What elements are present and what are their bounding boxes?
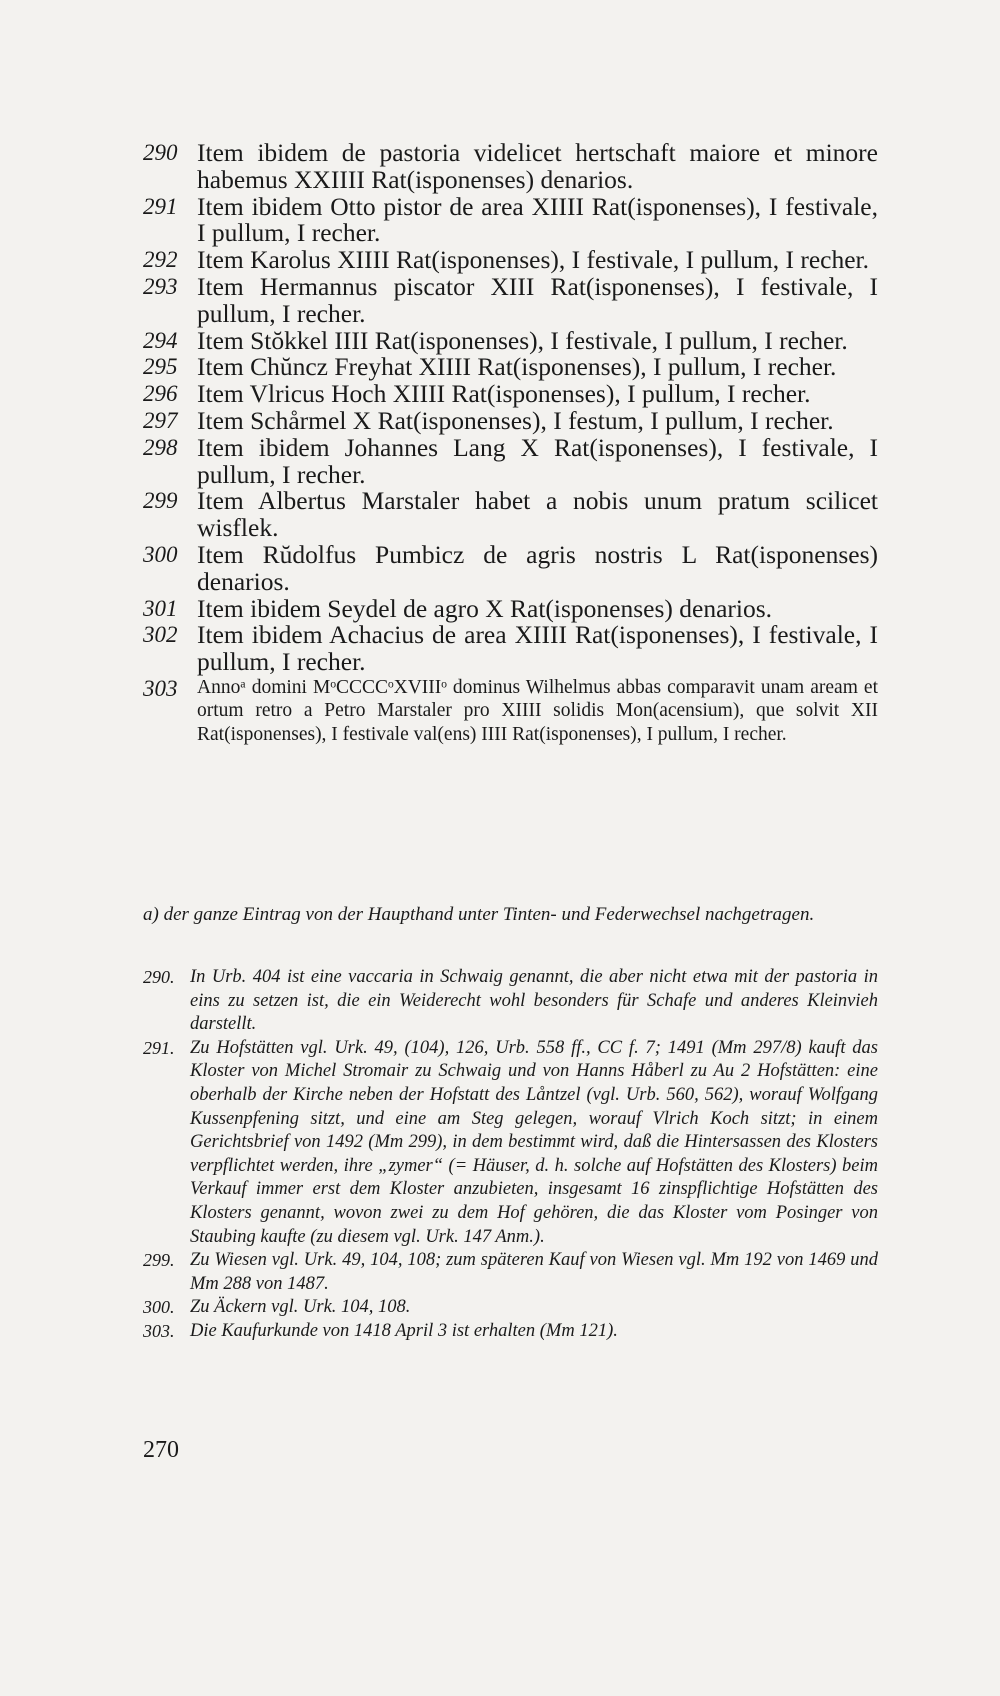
entry-text: Item ibidem Otto pistor de area XIIII Rat(isponenses), I festivale, I pullum, I recher. xyxy=(197,191,878,248)
commentary-number: 299. xyxy=(143,1250,175,1271)
entry-text: Item Albertus Marstaler habet a nobis unum pratum scilicet wisflek. xyxy=(197,486,878,543)
commentary-text: In Urb. 404 ist eine vaccaria in Schwaig genannt, die aber nicht etwa mit der pastoria in eins zu setzen ist, die ein Weiderecht wohl besonders für Schafe und anderes Kleinvieh darstellt. xyxy=(190,967,878,1035)
entry-number: 290 xyxy=(143,140,178,165)
entry xyxy=(143,140,878,194)
entry xyxy=(143,593,878,623)
entry xyxy=(143,247,878,274)
commentary-number: 303. xyxy=(143,1320,175,1341)
entry xyxy=(143,381,878,408)
commentary-list xyxy=(143,966,878,1344)
commentary-number: 291. xyxy=(143,1037,175,1058)
entry xyxy=(143,622,878,676)
apparatus-note: a) der ganze Eintrag von der Haupthand unter Tinten- und Federwechsel nachgetragen. xyxy=(143,904,815,925)
entry-number: 296 xyxy=(143,381,178,407)
entry-text: Item Rŭdolfus Pumbicz de agris nostris L Rat(isponenses) denarios. xyxy=(197,539,878,596)
entry-text: Item Vlricus Hoch XIIII Rat(isponenses), I pullum, I recher. xyxy=(197,379,811,409)
entry-list xyxy=(143,140,878,746)
entry xyxy=(143,539,878,596)
commentary-item xyxy=(143,966,878,1037)
commentary-item xyxy=(143,1296,878,1320)
entry-text: Item Karolus XIIII Rat(isponenses), I festivale, I pullum, I recher. xyxy=(197,245,869,275)
entry xyxy=(143,432,878,489)
entry xyxy=(143,325,878,355)
commentary-text: Zu Wiesen vgl. Urk. 49, 104, 108; zum späteren Kauf von Wiesen vgl. Mm 192 von 1469 und Mm 288 von 1487. xyxy=(190,1250,878,1294)
commentary-text: Die Kaufurkunde von 1418 April 3 ist erhalten (Mm 121). xyxy=(190,1320,618,1341)
entry-number: 300 xyxy=(143,541,178,567)
commentary-item xyxy=(143,1320,878,1344)
entry-text: Item ibidem Seydel de agro X Rat(isponenses) denarios. xyxy=(197,593,773,623)
commentary-text: Zu Hofstätten vgl. Urk. 49, (104), 126, Urb. 558 ff., CC f. 7; 1491 (Mm 297/8) kauft das Kloster von Michel Stromair zu Schwaig und von Hanns Håberl zu Au 2 Hofstätten: eine oberhalb der Kirche neben der Hofstatt des Låntzel (vgl. Urb. 560, 562), worauf Wolfgang Kussenpfening sitzt, und eine am Steg gelegen, worauf Vlrich Koch sitzt; in einem Gerichtsbrief von 1492 (Mm 299), in dem bestimmt wird, daß die Hintersassen des Klosters verpflichtet werden, ihre „zymer“ (= Häuser, d. h. solche auf Hofstätten des Klosters) beim Verkauf immer erst dem Kloster anzubieten, insgesamt 16 zinspflichtige Hofstätten des Klosters genannt, wovon zwei zu dem Hof gehören, die das Kloster vom Posinger von Staubing kaufte (zu diesem vgl. Urk. 147 Anm.). xyxy=(190,1037,878,1247)
entry-text: Item Hermannus piscator XIII Rat(isponenses), I festivale, I pullum, I recher. xyxy=(197,271,878,328)
entry-text: Item ibidem Achacius de area XIIII Rat(isponenses), I festivale, I pullum, I recher. xyxy=(197,620,878,677)
entry-text: Item Schårmel X Rat(isponenses), I festum, I pullum, I recher. xyxy=(197,405,834,435)
entry-number: 302 xyxy=(143,622,178,648)
entry-number: 295 xyxy=(143,354,178,380)
entry xyxy=(143,405,878,435)
entry-number: 297 xyxy=(143,407,178,433)
commentary-item xyxy=(143,1037,878,1249)
entry-text: Item ibidem Johannes Lang X Rat(isponenses), I festivale, I pullum, I recher. xyxy=(197,432,878,489)
entry-number: 298 xyxy=(143,434,178,460)
entry-number: 293 xyxy=(143,273,178,299)
entry-number: 291 xyxy=(143,193,178,219)
commentary-number: 290. xyxy=(143,967,175,987)
entry xyxy=(143,676,878,747)
entry-number: 292 xyxy=(143,247,178,273)
entry-number: 299 xyxy=(143,488,178,514)
commentary-text: Zu Äckern vgl. Urk. 104, 108. xyxy=(190,1297,411,1318)
commentary-item xyxy=(143,1249,878,1296)
entry-text: Item Stŏkkel IIII Rat(isponenses), I festivale, I pullum, I recher. xyxy=(197,325,848,355)
page-number: 270 xyxy=(143,1437,179,1463)
entry xyxy=(143,271,878,328)
entry-text: Item ibidem de pastoria videlicet hertschaft maiore et minore habemus XXIIII Rat(isponenses) denarios. xyxy=(197,138,878,194)
entry-number: 303 xyxy=(143,675,178,701)
entry-text: Annoᵃ domini MᵒCCCCᵒXVIIIᵒ dominus Wilhelmus abbas comparavit unam aream et ortum retro a Petro Marstaler pro XIIII solidis Mon(acensium), que solvit XII Rat(isponenses), I festivale val(ens) IIII Rat(isponenses), I pullum, I recher. xyxy=(197,676,878,745)
entry-number: 294 xyxy=(143,327,178,353)
entry xyxy=(143,488,878,542)
entry-text: Item Chŭncz Freyhat XIIII Rat(isponenses), I pullum, I recher. xyxy=(197,352,837,382)
entry xyxy=(143,191,878,248)
entry xyxy=(143,354,878,381)
commentary-number: 300. xyxy=(143,1297,175,1318)
entry-number: 301 xyxy=(143,595,178,621)
